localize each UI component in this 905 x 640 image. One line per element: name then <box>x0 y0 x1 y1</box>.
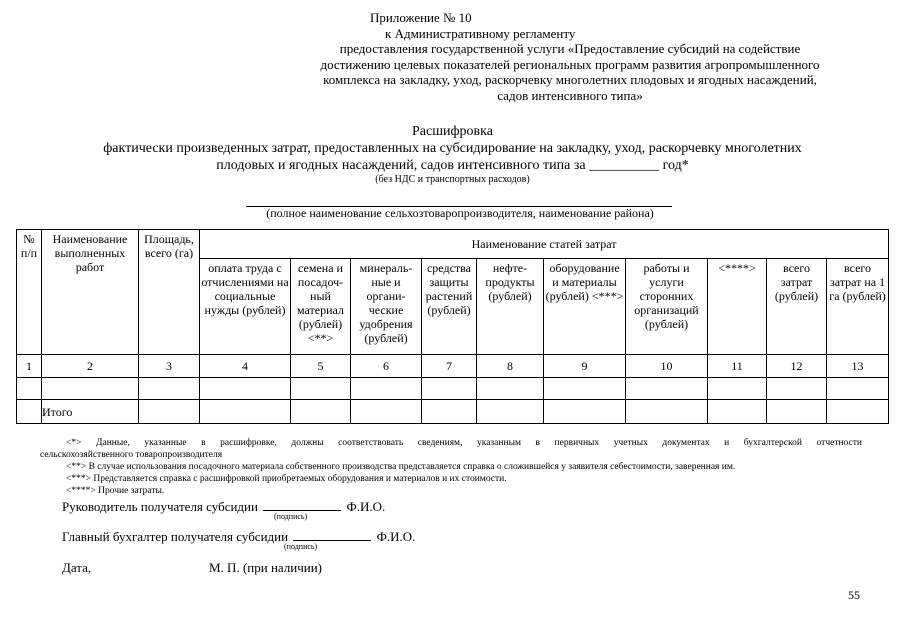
header-works: Наименование выполненных работ <box>42 230 139 355</box>
head-signature-line <box>62 498 385 514</box>
table-cell <box>767 378 827 400</box>
table-cell <box>767 400 827 424</box>
header-line-5: комплекса на закладку, уход, раскорчевку многолетних плодовых и ягодных насаждений, <box>323 72 817 87</box>
header-line-4: достижению целевых показателей региональных программ развития агропромышленного <box>320 56 820 72</box>
accountant-signature-line <box>62 528 415 544</box>
table-cell <box>139 378 200 400</box>
header-fertilizers: минераль-ные и органи-ческие удобрения (рублей) <box>351 259 422 355</box>
header-number: № п/п <box>17 230 42 355</box>
header-area: Площадь, всего (га) <box>139 230 200 355</box>
table-cell <box>827 378 889 400</box>
costs-table <box>16 229 889 424</box>
header-costs-per-ha: всего затрат на 1 га (рублей) <box>827 259 889 355</box>
table-cell <box>708 378 767 400</box>
column-number: 5 <box>291 355 351 378</box>
footnote-2: <**> В случае использования посадочного материала собственного производства представляется справка о сложившейся у заявителя себестоимости, заверенная им. <box>66 462 736 472</box>
column-number: 3 <box>139 355 200 378</box>
column-number: 4 <box>200 355 291 378</box>
table-cell <box>42 378 139 400</box>
header-seeds: семена и посадоч-ный материал (рублей) <**> <box>291 259 351 355</box>
header-total-costs: всего затрат (рублей) <box>767 259 827 355</box>
head-label: Руководитель получателя субсидии <box>62 499 258 514</box>
table-cell <box>291 378 351 400</box>
accountant-name: Ф.И.О. <box>376 529 416 544</box>
header-equipment: оборудование и материалы (рублей) <***> <box>544 259 626 355</box>
table-cell <box>351 378 422 400</box>
column-number: 7 <box>422 355 477 378</box>
appendix-number: Приложение № 10 <box>370 10 472 25</box>
appendix-reference: к Административному регламенту <box>385 25 576 41</box>
table-cell <box>17 400 42 424</box>
table-cell <box>139 400 200 424</box>
column-number: 12 <box>767 355 827 378</box>
column-number: 6 <box>351 355 422 378</box>
title-line-2: плодовых и ягодных насаждений, садов интенсивного типа за __________ год* <box>216 158 689 173</box>
head-name: Ф.И.О. <box>346 499 386 514</box>
header-line-3: предоставления государственной услуги «Предоставление субсидий на содействие <box>339 41 801 56</box>
table-cell <box>626 400 708 424</box>
table-cell <box>422 400 477 424</box>
column-number: 11 <box>708 355 767 378</box>
table-cell <box>544 400 626 424</box>
title-note: (без НДС и транспортных расходов) <box>375 174 530 185</box>
table-cell <box>544 378 626 400</box>
table-row <box>17 378 889 400</box>
head-signature-blank <box>263 498 341 511</box>
table-cell <box>351 400 422 424</box>
column-number-row <box>17 355 889 378</box>
header-line-6: садов интенсивного типа» <box>497 87 643 103</box>
column-number: 2 <box>42 355 139 378</box>
table-cell <box>626 378 708 400</box>
header-plant-protection: средства защиты растений (рублей) <box>422 259 477 355</box>
accountant-signature-blank <box>293 528 371 541</box>
footnote-3: <***> Представляется справка с расшифровкой приобретаемых оборудования и материалов и их стоимости. <box>66 474 507 484</box>
table-cell <box>827 400 889 424</box>
footnotes <box>40 437 862 497</box>
header-services: работы и услуги сторонних организаций (рублей) <box>626 259 708 355</box>
footnote-1: <*> Данные, указанные в расшифровке, должны соответствовать сведениям, указанным в первичных учетных документах и бухгалтерской отчетности <box>66 438 862 448</box>
head-signature-caption: (подпись) <box>274 512 308 521</box>
column-number: 10 <box>626 355 708 378</box>
table-cell <box>477 400 544 424</box>
column-number: 9 <box>544 355 626 378</box>
table-cell <box>200 400 291 424</box>
header-cost-items: Наименование статей затрат <box>200 230 889 259</box>
header-petroleum: нефте-продукты (рублей) <box>477 259 544 355</box>
header-block <box>250 10 890 103</box>
accountant-label: Главный бухгалтер получателя субсидии <box>62 529 289 544</box>
date-label: Дата, <box>62 560 92 575</box>
total-label: Итого <box>42 400 139 424</box>
title-line-1: фактически произведенных затрат, предоставленных на субсидирование на закладку, уход, раскорчевку многолетних <box>103 141 802 156</box>
header-labor: оплата труда с отчислениями на социальные нужды (рублей) <box>200 259 291 355</box>
table-cell <box>17 378 42 400</box>
table-cell <box>291 400 351 424</box>
accountant-signature-caption: (подпись) <box>284 542 318 551</box>
org-name-caption: (полное наименование сельхозтоваропроизводителя, наименование района) <box>266 206 654 220</box>
table-cell <box>422 378 477 400</box>
stamp-label: М. П. (при наличии) <box>209 560 323 575</box>
header-other: <****> <box>708 259 767 355</box>
footnote-4: <****> Прочие затраты. <box>66 486 165 496</box>
table-header-row <box>17 230 889 259</box>
document-title-block <box>40 123 865 186</box>
column-number: 13 <box>827 355 889 378</box>
footnote-1-continued: сельскохозяйственного товаропроизводителя <box>40 450 223 460</box>
page-number: 55 <box>848 588 860 602</box>
total-row <box>17 400 889 424</box>
document-title: Расшифровка <box>412 124 493 139</box>
column-number: 1 <box>17 355 42 378</box>
table-cell <box>200 378 291 400</box>
table-cell <box>708 400 767 424</box>
table-cell <box>477 378 544 400</box>
column-number: 8 <box>477 355 544 378</box>
